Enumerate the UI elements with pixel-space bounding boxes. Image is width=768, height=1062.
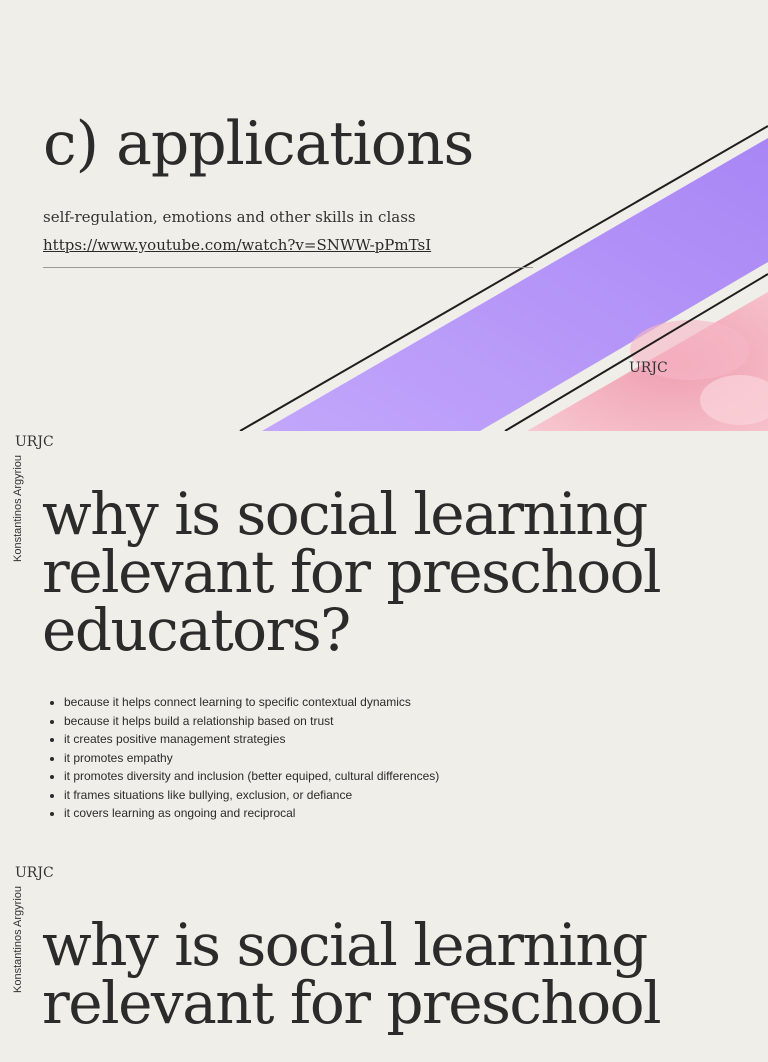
slide-applications bbox=[0, 0, 768, 431]
title-line: why is social learning bbox=[42, 480, 647, 548]
list-item: • because it helps connect learning to specific contextual dynamics bbox=[64, 693, 439, 712]
list-item: • it promotes diversity and inclusion (better equiped, cultural differences) bbox=[64, 767, 439, 786]
bullet-list bbox=[48, 693, 439, 823]
title-line: educators? bbox=[42, 596, 350, 664]
author-label: Konstantinos Argyriou bbox=[12, 886, 24, 994]
author-label: Konstantinos Argyriou bbox=[12, 455, 24, 563]
slide-why-social-learning bbox=[0, 431, 768, 862]
title-line: why is social learning bbox=[42, 911, 647, 979]
section-title bbox=[42, 911, 762, 1037]
list-item: • it frames situations like bullying, exclusion, or defiance bbox=[64, 786, 439, 805]
title-line: relevant for preschool bbox=[42, 538, 661, 606]
divider bbox=[43, 267, 533, 268]
subtitle: self-regulation, emotions and other skills in class bbox=[43, 208, 416, 226]
slide-why-social-learning-repeat bbox=[0, 862, 768, 1062]
list-item: • it promotes empathy bbox=[64, 749, 439, 768]
list-item: • because it helps build a relationship based on trust bbox=[64, 712, 439, 731]
title-line: relevant for preschool bbox=[42, 969, 661, 1037]
youtube-link[interactable]: https://www.youtube.com/watch?v=SNWW-pPmTsI bbox=[43, 236, 432, 254]
brand-label: URJC bbox=[15, 865, 54, 881]
brand-label: URJC bbox=[629, 360, 668, 376]
brand-label: URJC bbox=[15, 434, 54, 450]
list-item: • it covers learning as ongoing and reciprocal bbox=[64, 804, 439, 823]
page-title: c) applications bbox=[43, 109, 474, 179]
section-title bbox=[42, 480, 762, 664]
list-item: • it creates positive management strategies bbox=[64, 730, 439, 749]
